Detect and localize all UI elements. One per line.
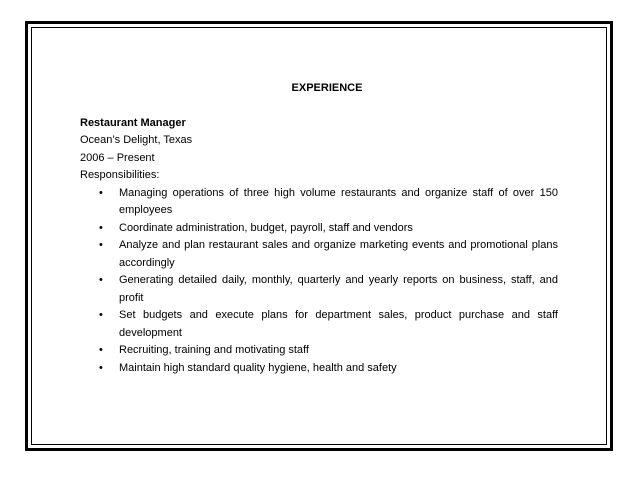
resume-experience-section xyxy=(80,80,558,377)
list-item-text: Analyze and plan restaurant sales and organize marketing events and promotional plans accordingly xyxy=(119,239,558,269)
bullet-icon: • xyxy=(99,186,103,199)
list-item xyxy=(80,220,558,238)
list-item xyxy=(80,360,558,378)
list-item-text: Generating detailed daily, monthly, quarterly and yearly reports on business, staff, and profit xyxy=(119,274,558,304)
list-item xyxy=(80,185,558,220)
list-item-text: Set budgets and execute plans for department sales, product purchase and staff development xyxy=(119,309,558,339)
bullet-icon: • xyxy=(99,309,103,321)
employment-dates: 2006 – Present xyxy=(80,151,155,164)
list-item-text: Recruiting, training and motivating staff xyxy=(119,344,309,356)
list-item xyxy=(80,237,558,272)
bullet-icon: • xyxy=(99,344,103,356)
list-item xyxy=(80,272,558,307)
job-title: Restaurant Manager xyxy=(80,116,186,129)
section-heading: EXPERIENCE xyxy=(291,82,363,94)
list-item xyxy=(80,307,558,342)
list-item xyxy=(80,342,558,360)
responsibilities-list xyxy=(80,185,558,378)
bullet-icon: • xyxy=(99,274,103,286)
responsibilities-label: Responsibilities: xyxy=(80,169,160,181)
company-location: Ocean’s Delight, Texas xyxy=(80,134,193,146)
bullet-icon: • xyxy=(99,361,103,374)
bullet-icon: • xyxy=(99,239,103,251)
list-item-text: Maintain high standard quality hygiene, health and safety xyxy=(119,361,397,374)
list-item-text: Coordinate administration, budget, payroll, staff and vendors xyxy=(119,221,413,234)
list-item-text: Managing operations of three high volume restaurants and organize staff of over 150 employees xyxy=(119,186,558,216)
bullet-icon: • xyxy=(99,221,103,234)
